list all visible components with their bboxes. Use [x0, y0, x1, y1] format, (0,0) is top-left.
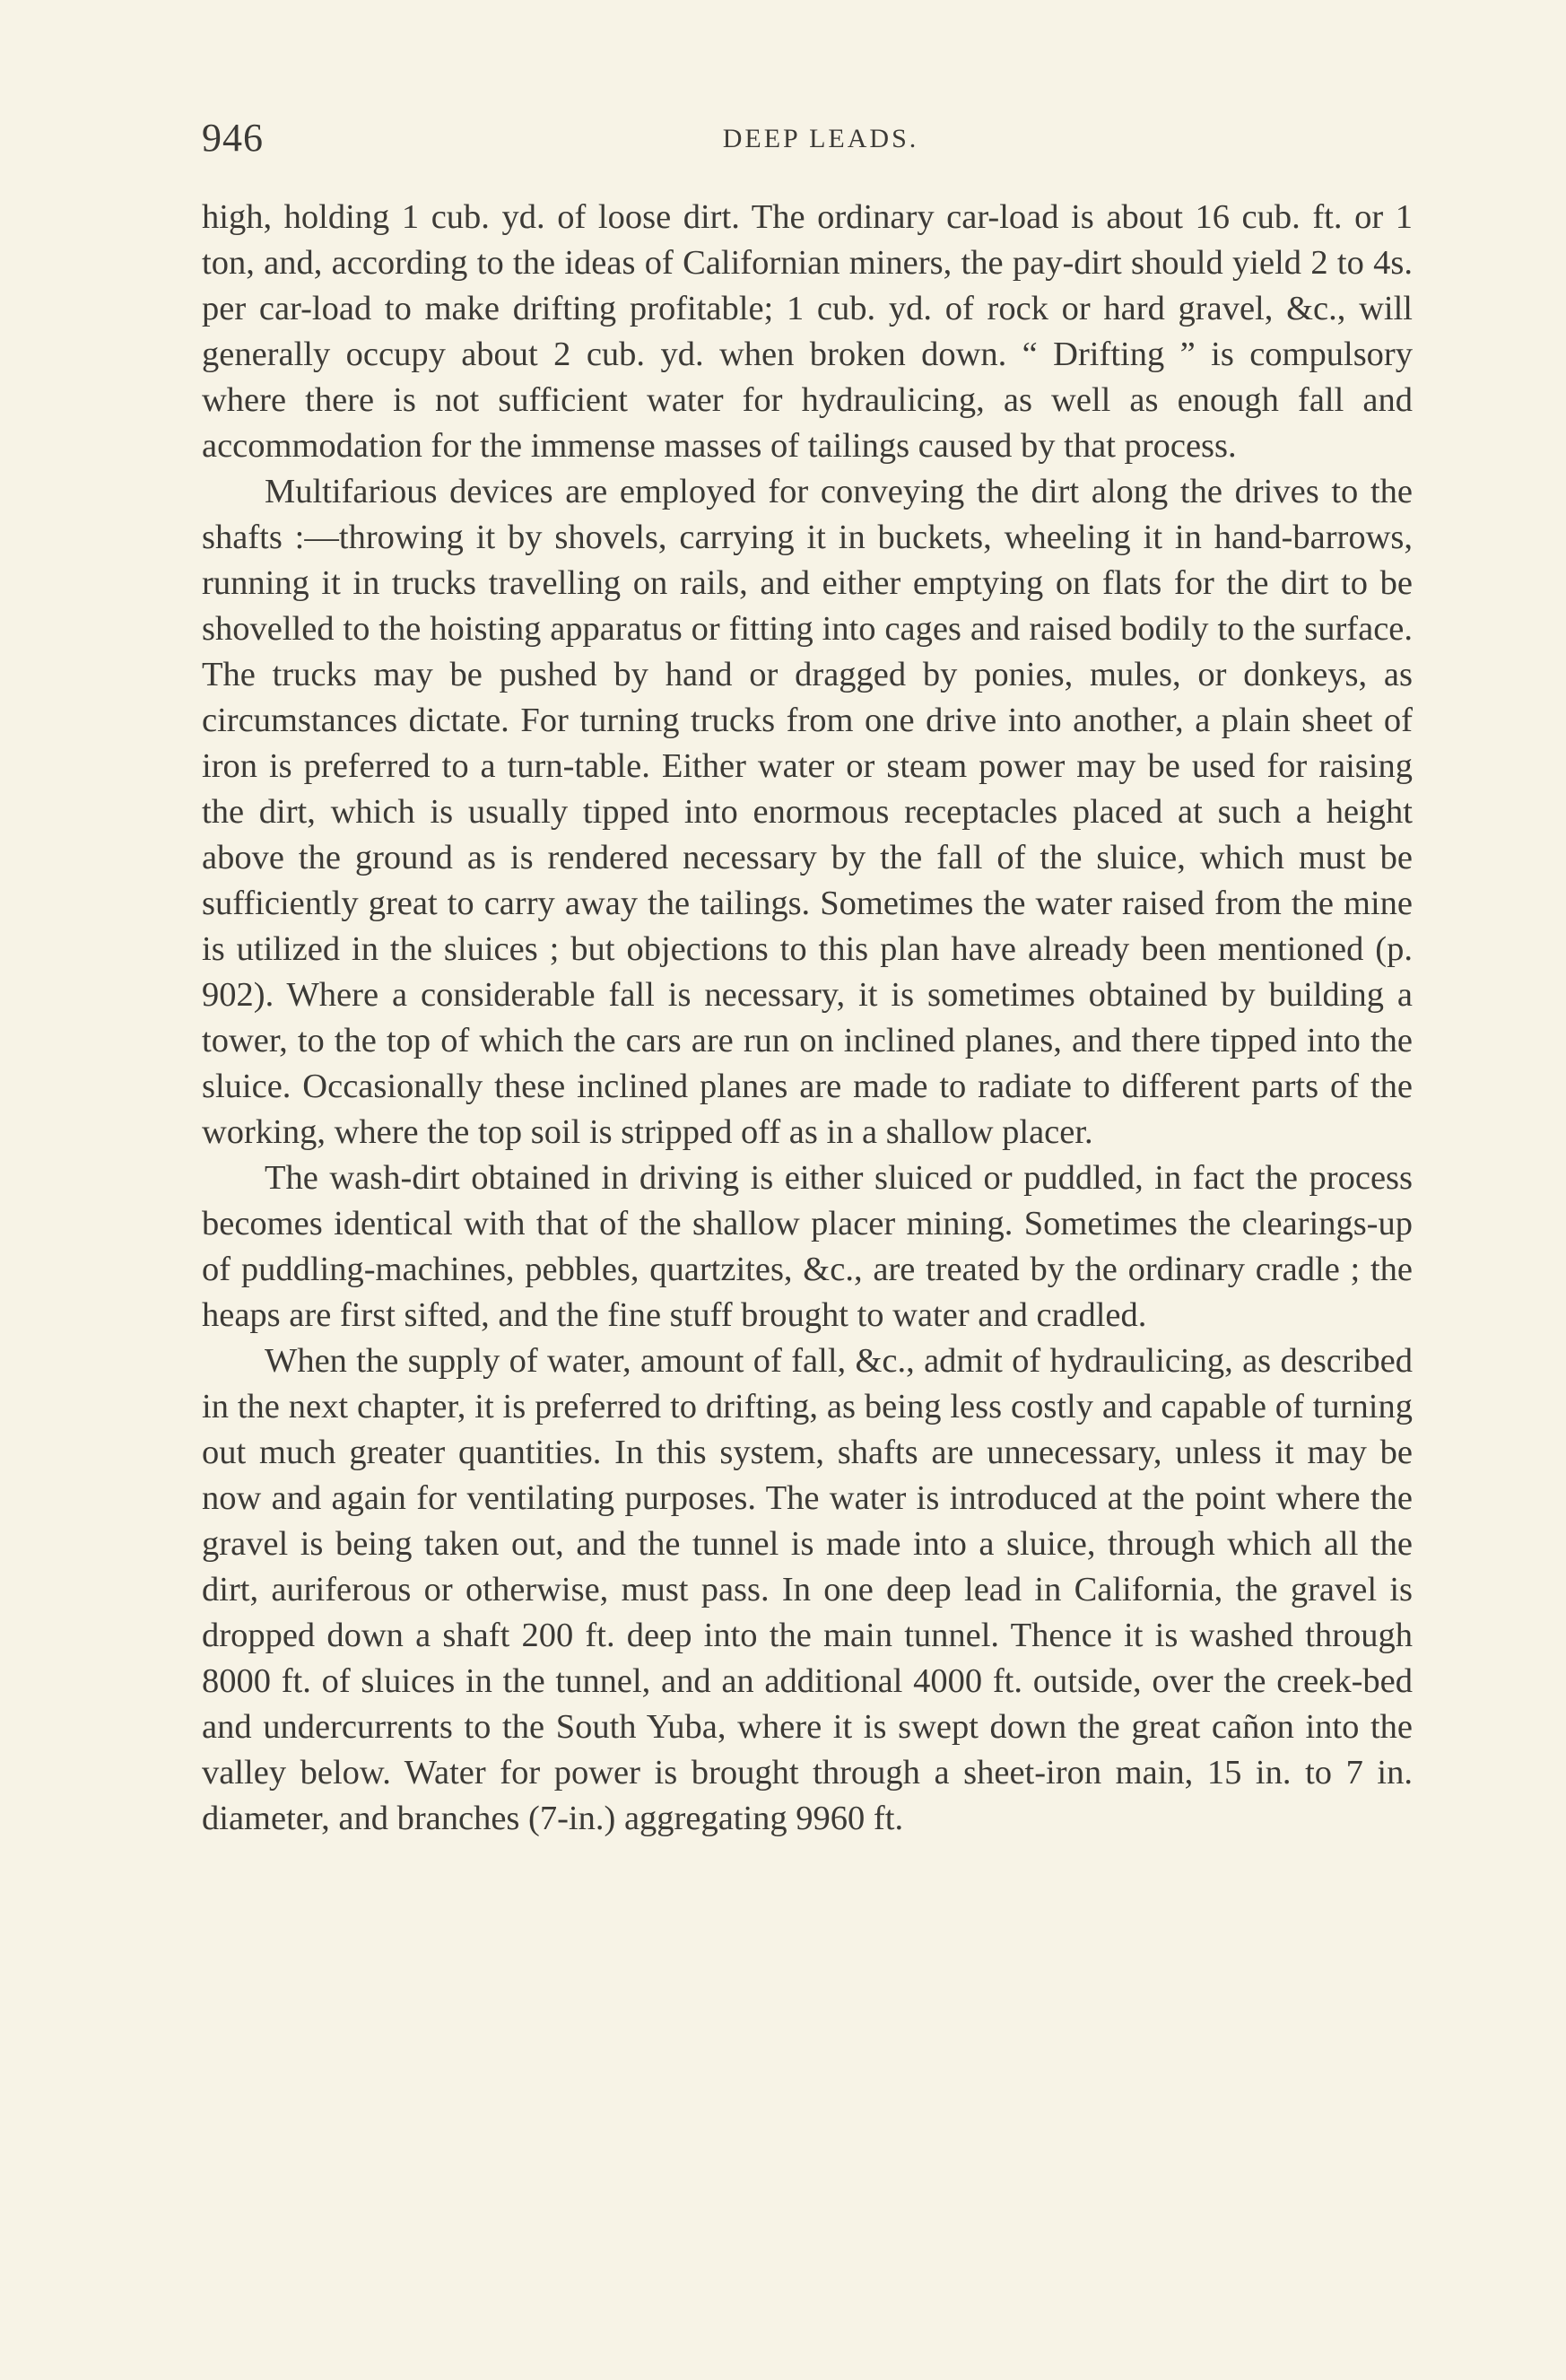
paragraph-hydraulicing: When the supply of water, amount of fall, &c., admit of hydraulicing, as described in the next chapter, it is preferred to drifting, as being less costly and capable of turning out much greater quantities. In this system, shafts are unnecessary, unless it may be now and again for ventilating purposes. The water is introduced at the point where the gravel is being taken out, and the tunnel is made into a sluice, through which all the dirt, auriferous or otherwise, must pass. In one deep lead in California, the gravel is dropped down a shaft 200 ft. deep into the main tunnel. Thence it is washed through 8000 ft. of sluices in the tunnel, and an additional 4000 ft. outside, over the creek-bed and undercurrents to the South Yuba, where it is swept down the great cañon into the valley below. Water for power is brought through a sheet-iron main, 15 in. to 7 in. diameter, and branches (7-in.) aggregating 9960 ft. [202, 1342, 1413, 1837]
page-header [202, 115, 1413, 169]
paragraph-conveying-dirt: Multifarious devices are employed for conveying the dirt along the drives to the shafts :—throwing it by shovels, carrying it in buckets, wheeling it in hand-barrows, running it in trucks travelling on rails, and either emptying on flats for the dirt to be shovelled to the hoisting apparatus or fitting into cages and raised bodily to the surface. The trucks may be pushed by hand or dragged by ponies, mules, or donkeys, as circumstances dictate. For turning trucks from one drive into another, a plain sheet of iron is preferred to a turn-table. Either water or steam power may be used for raising the dirt, which is usually tipped into enormous receptacles placed at such a height above the ground as is rendered necessary by the fall of the sluice, which must be sufficiently great to carry away the tailings. Sometimes the water raised from the mine is utilized in the sluices ; but objections to this plan have already been mentioned (p. 902). Where a considerable fall is necessary, it is sometimes obtained by building a tower, to the top of which the cars are run on inclined planes, and there tipped into the sluice. Occasionally these inclined planes are made to radiate to different parts of the working, where the top soil is stripped off as in a shallow placer. [202, 473, 1413, 1151]
page-number: 946 [202, 116, 264, 160]
body-text [202, 195, 1413, 1842]
paragraph-continued: high, holding 1 cub. yd. of loose dirt. The ordinary car-load is about 16 cub. ft. or 1 ton, and, according to the ideas of Californian miners, the pay-dirt should yield 2 to 4s. per car-load to make drifting profitable; 1 cub. yd. of rock or hard gravel, &c., will generally occupy about 2 cub. yd. when broken down. “ Drifting ” is compulsory where there is not sufficient water for hydraulicing, as well as enough fall and accommodation for the immense masses of tailings caused by that process. [202, 198, 1413, 465]
paragraph-wash-dirt: The wash-dirt obtained in driving is either sluiced or puddled, in fact the process becomes identical with that of the shallow placer mining. Sometimes the clearings-up of puddling-machines, pebbles, quartzites, &c., are treated by the ordinary cradle ; the heaps are first sifted, and the fine stuff brought to water and cradled. [202, 1159, 1413, 1334]
running-head: DEEP LEADS. [722, 124, 919, 153]
